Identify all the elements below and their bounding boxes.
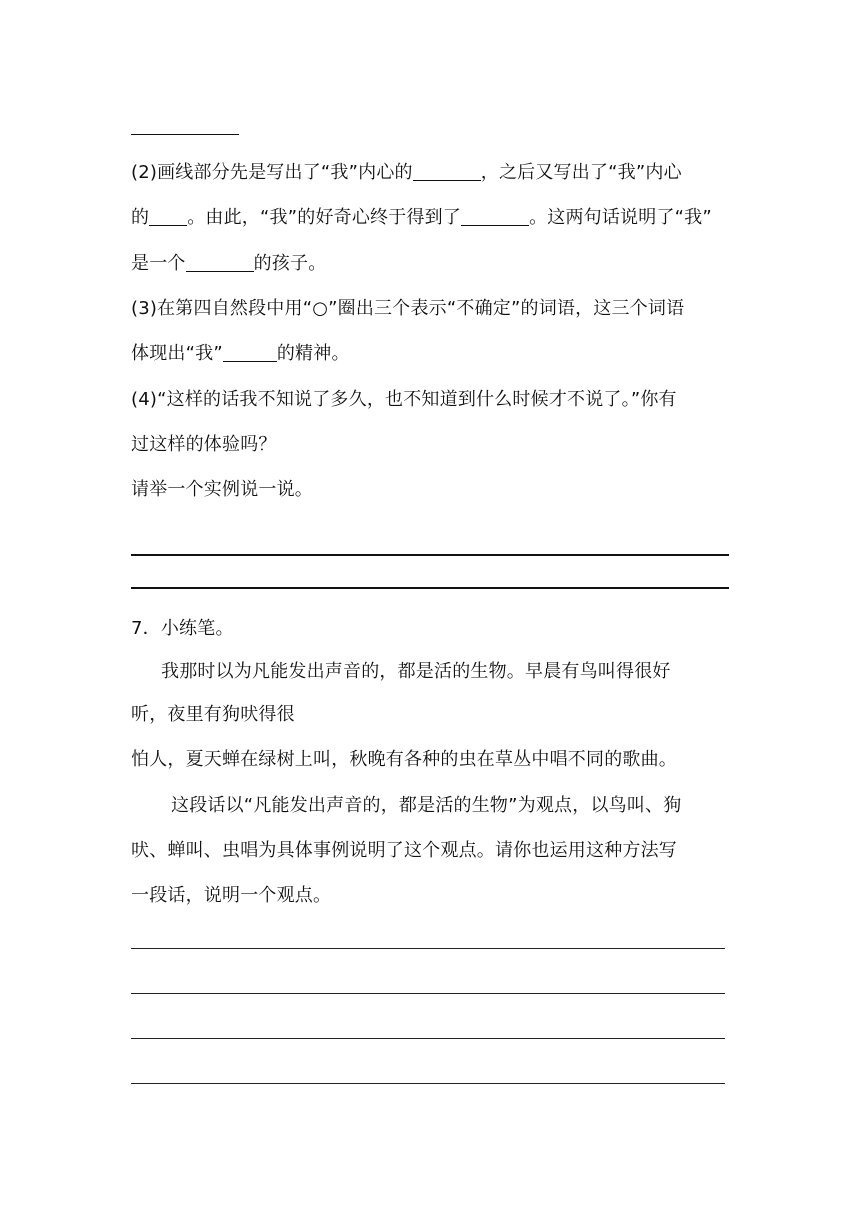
q3-blank-1[interactable] — [223, 343, 277, 362]
q3-text-2a: 体现出“我” — [131, 343, 223, 364]
q2-text-2c: 。这两句话说明了“我” — [529, 207, 712, 228]
q2-text-2a: 的 — [131, 207, 150, 228]
q2-line-1 — [131, 160, 731, 186]
q7-answer-line-4[interactable] — [131, 1083, 725, 1084]
q4-answer-line-1[interactable] — [131, 554, 729, 556]
q7-title: 7．小练笔。 — [131, 618, 234, 639]
q2-line-2 — [131, 205, 731, 231]
q4-line-3: 请举一个实例说一说。 — [131, 479, 313, 500]
q2-text-3b: 的孩子。 — [253, 253, 327, 274]
q2-blank-4[interactable] — [186, 253, 254, 272]
q2-text-1b: ，之后又写出了“我”内心 — [480, 162, 682, 183]
q2-text-3a: 是一个 — [131, 253, 186, 274]
q3-text-2b: 的精神。 — [276, 343, 350, 364]
q4-answer-line-2[interactable] — [131, 587, 729, 589]
q2-line-3 — [131, 251, 731, 277]
q2-text-1a: (2)画线部分先是写出了“我”内心的 — [131, 162, 413, 183]
q7-p2-line-1: 这段话以“凡能发出声音的，都是活的生物”为观点，以鸟叫、狗 — [171, 795, 682, 816]
q3-line-1: (3)在第四自然段中用“○”圈出三个表示“不确定”的词语，这三个词语 — [131, 298, 685, 319]
q3-line-2 — [131, 341, 731, 367]
q7-p2-line-3: 一段话，说明一个观点。 — [131, 885, 332, 906]
q2-blank-1[interactable] — [413, 162, 481, 181]
q2-blank-2[interactable] — [149, 207, 187, 226]
q7-p1-line-1: 我那时以为凡能发出声音的，都是活的生物。早晨有鸟叫得很好 — [161, 661, 671, 682]
q7-p2-line-2: 吠、蝉叫、虫唱为具体事例说明了这个观点。请你也运用这种方法写 — [131, 840, 677, 861]
q2-blank-3[interactable] — [461, 207, 529, 226]
q2-text-2b: 。由此，“我”的好奇心终于得到了 — [187, 207, 462, 228]
q7-p1-line-2: 听，夜里有狗吠得很 — [131, 704, 295, 725]
q4-line-1: (4)“这样的话我不知说了多久，也不知道到什么时候才不说了。”你有 — [131, 389, 677, 410]
q7-answer-line-2[interactable] — [131, 993, 725, 994]
q7-p1-line-3: 怕人，夏天蝉在绿树上叫，秋晚有各种的虫在草丛中唱不同的歌曲。 — [131, 749, 677, 770]
answer-line-short[interactable] — [131, 134, 239, 135]
q7-answer-line-1[interactable] — [131, 948, 725, 949]
q7-answer-line-3[interactable] — [131, 1038, 725, 1039]
q4-line-2: 过这样的体验吗？ — [131, 434, 277, 455]
